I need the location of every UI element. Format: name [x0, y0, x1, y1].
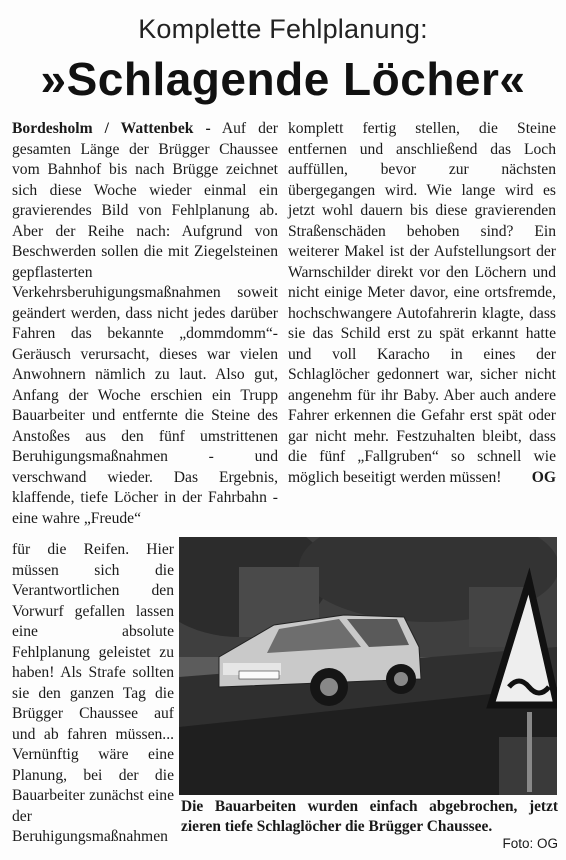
photo-illustration — [179, 537, 557, 795]
article-column-1-continued — [12, 540, 174, 848]
article-headline: »Schlagende Löcher« — [40, 53, 526, 105]
photo-caption: Die Bauarbeiten wurden einfach abgebrochen, jetzt zieren tiefe Schlaglöcher die Brügger Chaussee. — [181, 798, 558, 835]
article-body-col1: Auf der gesamten Länge der Brügger Chaussee vom Bahnhof bis nach Brügge zeichnet sich diese Woche wieder einmal ein gravierendes Bild von Fehlplanung ab. Aber der Reihe nach: Aufgrund von Beschwerden sollen die mit Ziegelsteinen gepflasterten Verkehrsberuhigungsmaßnahmen soweit geändert werden, dass nicht jedes darüber Fahren das bekannte „dommdomm“-Geräusch verursacht, dieses war vielen Anwohnern nämlich zu laut. Also gut, Anfang der Woche erschien ein Trupp Bauarbeiter und entfernte die Steine des Anstoßes aus den fünf umstrittenen Beruhigungsmaßnahmen - und verschwand wieder. Das Ergebnis, klaffende, tiefe Löcher in der Fahrbahn - eine wahre „Freude“ — [12, 120, 278, 527]
article-column-1 — [12, 119, 278, 529]
article-kicker: Komplette Fehlplanung: — [138, 14, 428, 44]
article-column-2 — [288, 119, 556, 488]
article-photo — [179, 537, 557, 795]
photo-credit: Foto: OG — [502, 836, 558, 851]
author-signature: OG — [531, 468, 556, 486]
article-body-col1-cont: für die Reifen. Hier müssen sich die Verantwortlichen den Vorwurf gefallen lassen eine absolute Fehlplanung geleistet zu haben! Als Strafe sollten sie den ganzen Tag die Brügger Chaussee auf und ab fahren müssen... Vernünftig wäre eine Planung, bei der die Bauarbeiter zunächst eine der Beruhigungsmaßnahmen — [12, 541, 174, 845]
article-body-col2: komplett fertig stellen, die Steine entfernen und anschließend das Loch auffüllen, bevor zur nächsten übergegangen wird. Wie lange wird es jetzt wohl dauern bis diese gravierenden Straßenschäden behoben sind? Ein weiterer Makel ist der Aufstellungsort der Warnschilder direkt vor den Löchern und nicht einige Meter davor, eine ortsfremde, hochschwangere Autofahrerin klagte, dass sie das Schild erst zu spät erkannt hatte und voll Karacho in eines der Schlaglöcher gedonnert war, sicher nicht angenehm für ihr Baby. Aber auch andere Fahrer erkennen die Gefahr erst spät oder gar nicht mehr. Festzuhalten bleibt, dass die fünf „Fallgruben“ so schnell wie möglich beseitigt werden müssen! — [288, 120, 556, 486]
article-dateline: Bordesholm / Wattenbek - — [12, 120, 211, 137]
